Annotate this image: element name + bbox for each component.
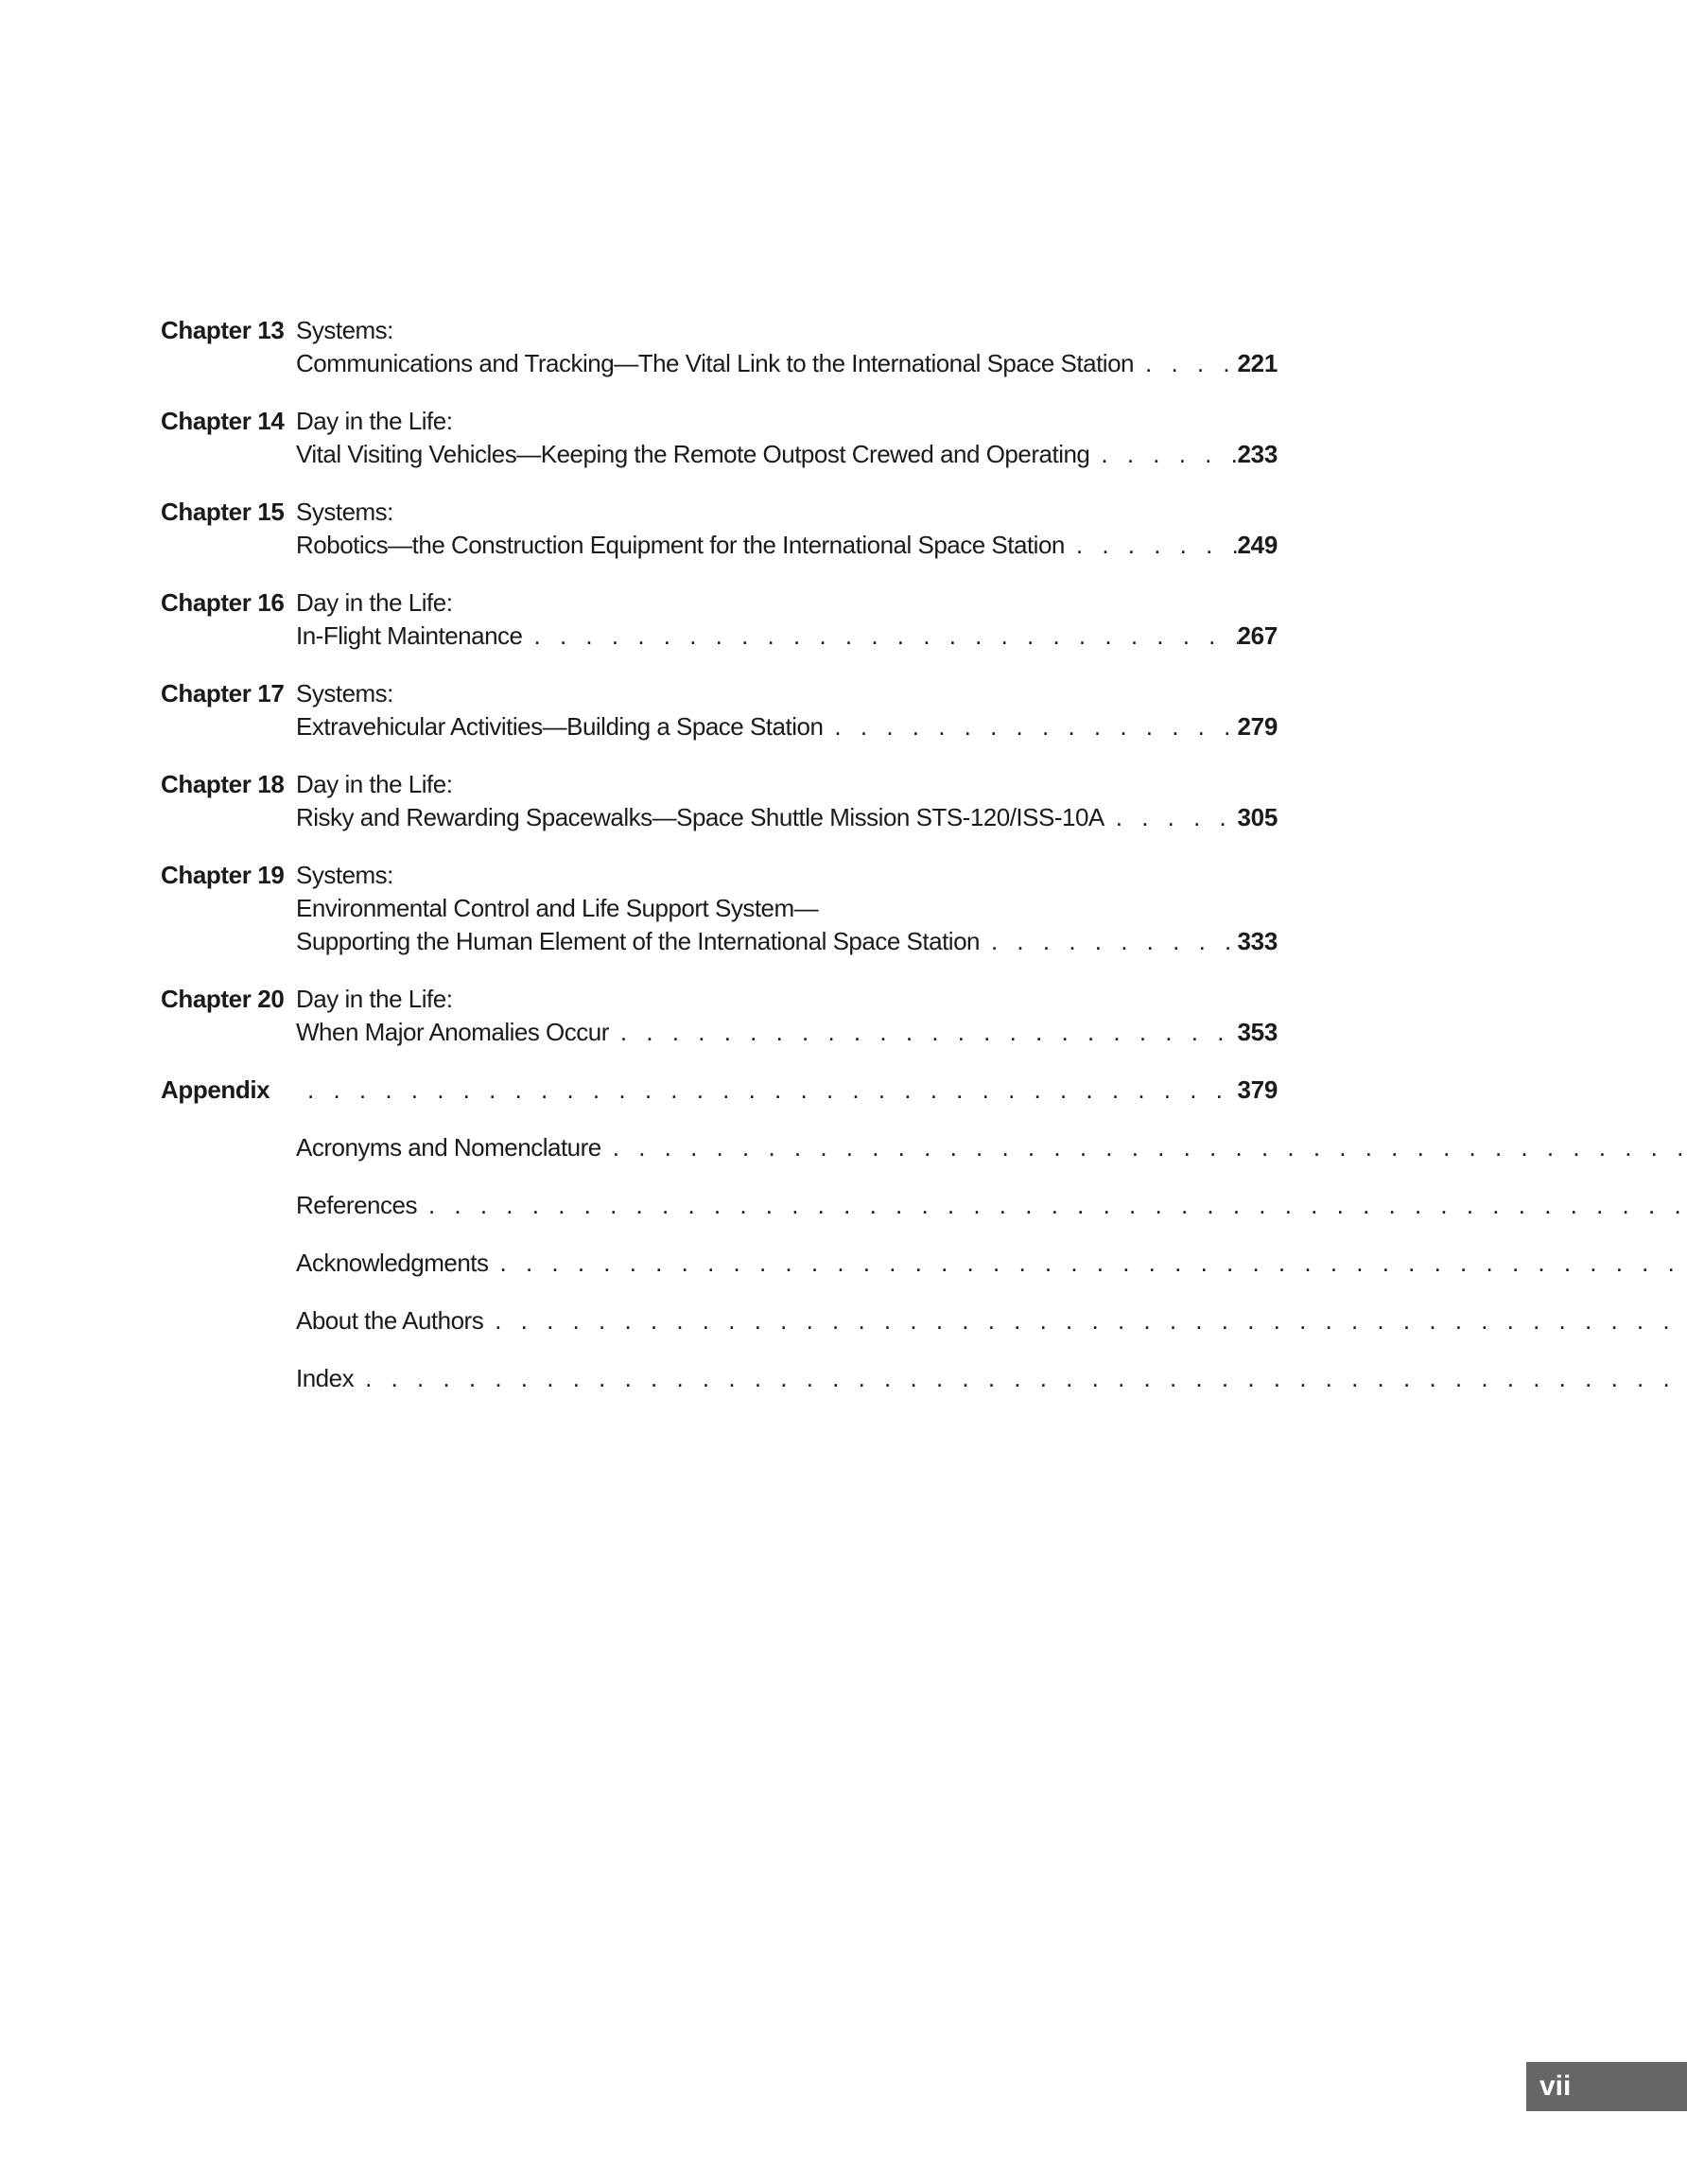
chapter-content [296,983,1278,1049]
appendix-item-row [296,1189,1687,1222]
appendix-item[interactable] [161,1131,1278,1164]
appendix-item-title: Acronyms and Nomenclature [296,1133,601,1162]
indent-spacer [161,1362,296,1395]
toc-entry[interactable] [161,677,1278,743]
chapter-content [296,496,1278,562]
dot-leader [296,1074,1238,1107]
appendix-item-title: Acknowledgments [296,1249,489,1277]
chapter-title: Risky and Rewarding Spacewalks—Space Shuttle Mission STS-120/ISS-10A [296,803,1104,831]
chapter-content [296,405,1278,471]
chapter-list [161,314,1278,1049]
dot-leader [354,1362,1687,1395]
chapter-category: Day in the Life: [296,588,453,617]
chapter-category: Day in the Life: [296,407,453,435]
chapter-title: Robotics—the Construction Equipment for the International Space Station [296,531,1065,559]
chapter-title: Vital Visiting Vehicles—Keeping the Remote Outpost Crewed and Operating [296,440,1090,468]
page-number: 279 [1237,712,1278,741]
chapter-title-row [296,620,1278,653]
chapter-content [296,859,1278,958]
toc-entry[interactable] [161,768,1278,834]
chapter-title-row [296,925,1278,958]
chapter-label: Chapter 15 [161,498,285,526]
toc-entry[interactable] [161,314,1278,380]
toc-entry[interactable] [161,405,1278,471]
appendix-page-number: 379 [1237,1075,1278,1104]
appendix-item-row [296,1304,1687,1337]
toc-entry[interactable] [161,586,1278,653]
appendix-item-title: References [296,1191,417,1219]
page-number: 221 [1237,349,1278,377]
appendix-item[interactable] [161,1189,1278,1222]
table-of-contents [161,314,1278,1420]
page-number: 333 [1237,927,1278,955]
chapter-title-row [296,347,1278,380]
dot-leader [601,1131,1687,1164]
dot-leader [417,1189,1687,1222]
page-number: 267 [1237,621,1278,650]
chapter-label: Chapter 14 [161,407,285,435]
page-number: 233 [1237,440,1278,468]
dot-leader [1134,347,1238,380]
dot-leader [609,1016,1238,1049]
dot-leader [523,620,1238,653]
chapter-title: In-Flight Maintenance [296,621,523,650]
chapter-content [296,314,1278,380]
chapter-title: When Major Anomalies Occur [296,1018,609,1046]
indent-spacer [161,1304,296,1337]
toc-entry[interactable] [161,859,1278,958]
indent-spacer [161,1247,296,1280]
dot-leader [823,710,1237,743]
chapter-title: Supporting the Human Element of the International Space Station [296,927,980,955]
toc-entry[interactable] [161,983,1278,1049]
chapter-content [296,677,1278,743]
chapter-title-line: Environmental Control and Life Support System— [296,894,819,922]
chapter-category: Day in the Life: [296,985,453,1013]
appendix-item-title: Index [296,1364,355,1392]
chapter-title: Communications and Tracking—The Vital Link to the International Space Station [296,349,1134,377]
appendix-item-title: About the Authors [296,1306,484,1335]
dot-leader [1089,438,1237,471]
appendix-item[interactable] [161,1247,1278,1280]
appendix-section [161,1074,1278,1395]
chapter-title-row [296,1016,1278,1049]
chapter-title-row [296,710,1278,743]
toc-entry[interactable] [161,496,1278,562]
chapter-label: Chapter 16 [161,588,285,617]
chapter-title-row [296,801,1278,834]
appendix-item-row [296,1362,1687,1395]
page-number: 353 [1237,1018,1278,1046]
chapter-label: Chapter 13 [161,316,285,344]
chapter-title: Extravehicular Activities—Building a Space Station [296,712,824,741]
chapter-category: Systems: [296,861,393,889]
page-number: 249 [1237,531,1278,559]
appendix-item-row [296,1131,1687,1164]
chapter-label: Chapter 20 [161,985,285,1013]
dot-leader [1104,801,1238,834]
dot-leader [483,1304,1687,1337]
dot-leader [1065,529,1238,562]
chapter-content [296,768,1278,834]
chapter-category: Day in the Life: [296,770,453,798]
chapter-category: Systems: [296,498,393,526]
chapter-content [296,586,1278,653]
indent-spacer [161,1189,296,1222]
appendix-label: Appendix [161,1075,270,1104]
chapter-title-row [296,438,1278,471]
dot-leader [980,925,1238,958]
appendix-item-row [296,1247,1687,1280]
chapter-label: Chapter 19 [161,861,285,889]
appendix-item[interactable] [161,1362,1278,1395]
appendix-entry[interactable] [161,1074,1278,1107]
chapter-category: Systems: [296,316,393,344]
appendix-list [161,1131,1278,1395]
chapter-label: Chapter 17 [161,679,285,708]
chapter-label: Chapter 18 [161,770,285,798]
page-number: 305 [1237,803,1278,831]
chapter-category: Systems: [296,679,393,708]
chapter-title-row [296,529,1278,562]
dot-leader [489,1247,1687,1280]
indent-spacer [161,1131,296,1164]
appendix-item[interactable] [161,1304,1278,1337]
page-folio: vii [1526,2062,1687,2111]
